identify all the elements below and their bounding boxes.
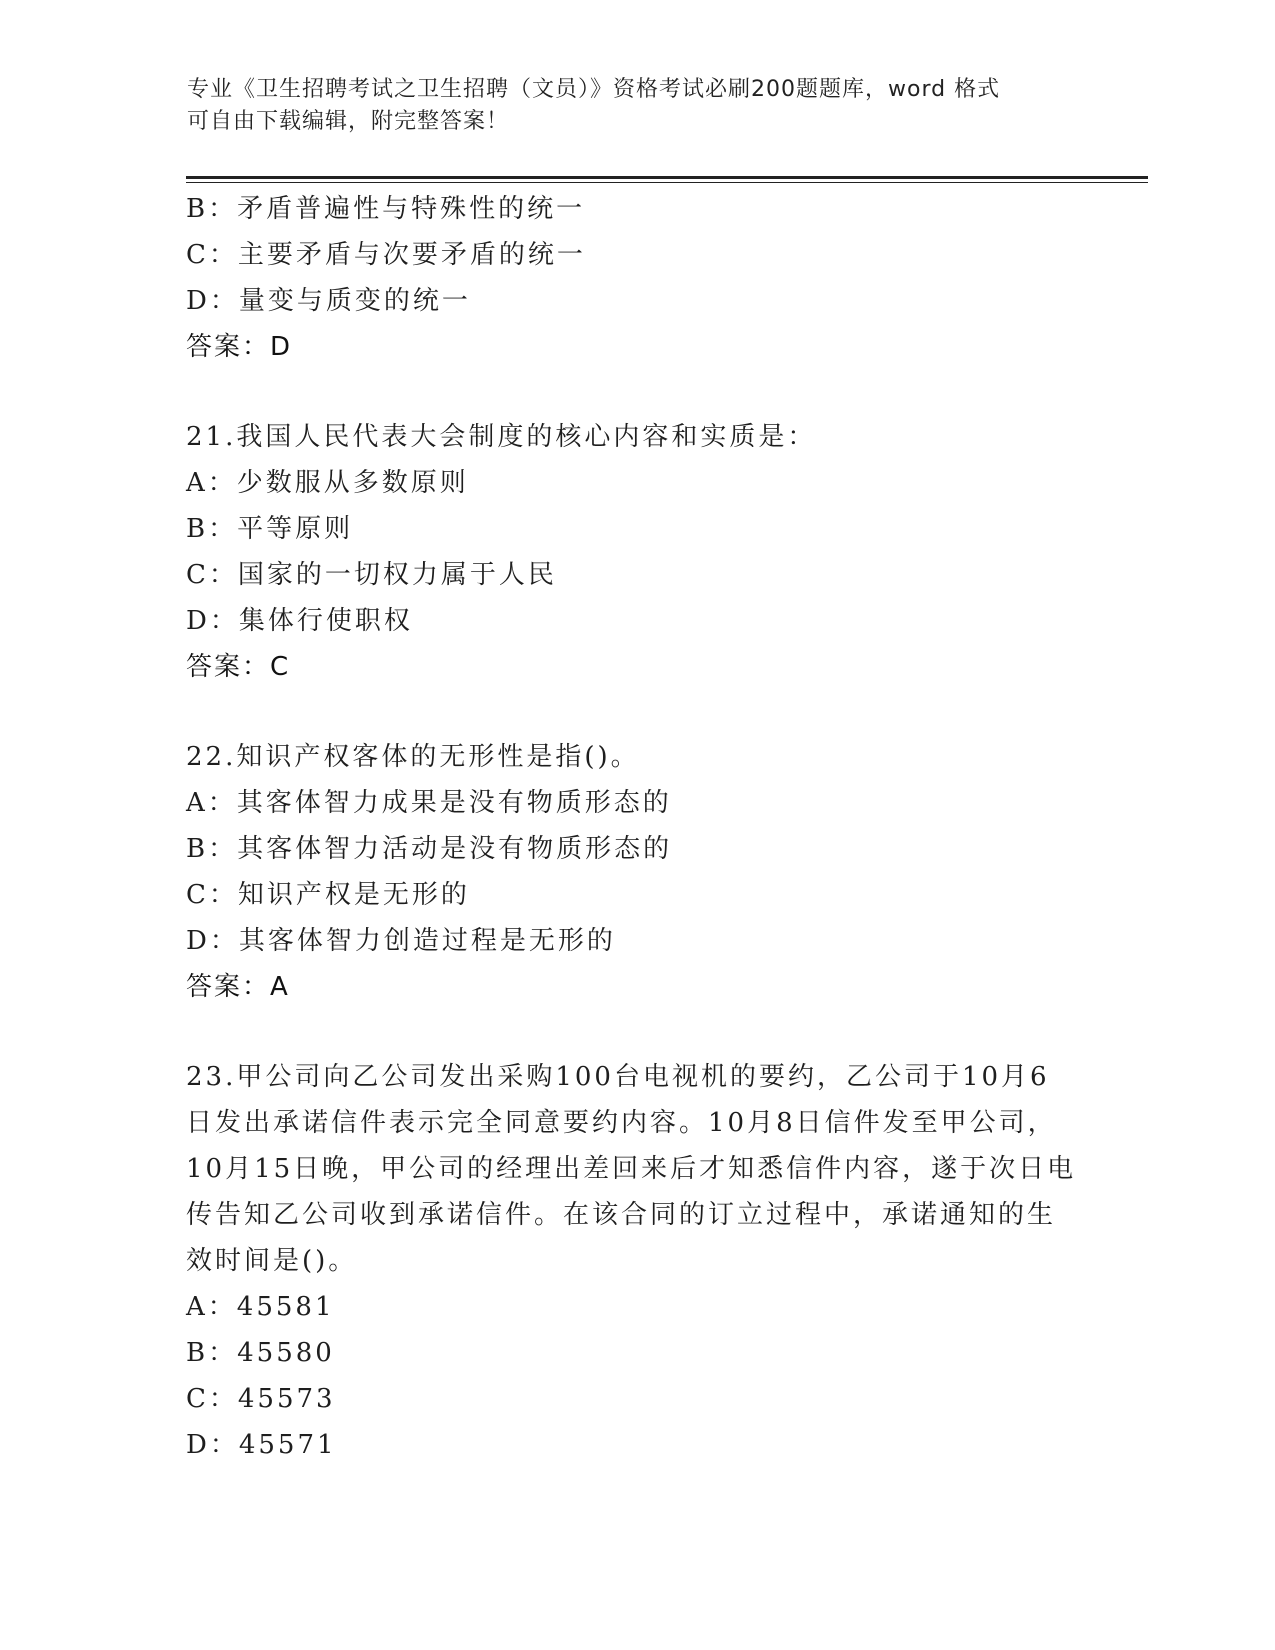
answer-line: 答案：A	[186, 972, 290, 1002]
spacer	[186, 370, 1086, 414]
stem-line: 日发出承诺信件表示完全同意要约内容。10月8日信件发至甲公司，	[186, 1108, 1057, 1138]
option-c: C：主要矛盾与次要矛盾的统一	[186, 240, 586, 270]
question-21	[186, 414, 1086, 690]
header-rule-thin	[186, 182, 1148, 183]
stem-line: 传告知乙公司收到承诺信件。在该合同的订立过程中，承诺通知的生	[186, 1200, 1057, 1230]
spacer	[186, 690, 1086, 734]
option-c: C：知识产权是无形的	[186, 880, 470, 910]
option-c: C：45573	[186, 1384, 336, 1414]
header-line-2: 可自由下载编辑，附完整答案！	[187, 109, 510, 134]
answer-line: 答案：C	[186, 652, 291, 682]
header-rule-thick	[186, 176, 1148, 179]
question-20-tail	[186, 186, 1086, 370]
question-22	[186, 734, 1086, 1010]
stem-line: 23.甲公司向乙公司发出采购100台电视机的要约，乙公司于10月6	[186, 1062, 1050, 1092]
question-23	[186, 1054, 1086, 1468]
question-stem	[186, 1054, 1086, 1284]
option-a: A：其客体智力成果是没有物质形态的	[186, 788, 672, 818]
question-stem: 21.我国人民代表大会制度的核心内容和实质是：	[186, 422, 817, 452]
option-d: D：量变与质变的统一	[186, 286, 471, 316]
option-d: D：其客体智力创造过程是无形的	[186, 926, 616, 956]
stem-line: 10月15日晚，甲公司的经理出差回来后才知悉信件内容，遂于次日电	[186, 1154, 1077, 1184]
option-c: C：国家的一切权力属于人民	[186, 560, 557, 590]
spacer	[186, 1010, 1086, 1054]
option-b: B：矛盾普遍性与特殊性的统一	[186, 194, 586, 224]
option-b: B：其客体智力活动是没有物质形态的	[186, 834, 673, 864]
option-b: B：平等原则	[186, 514, 354, 544]
option-a: A：45581	[186, 1292, 335, 1322]
page-header	[187, 74, 1067, 138]
option-d: D：45571	[186, 1430, 337, 1460]
question-stem: 22.知识产权客体的无形性是指()。	[186, 742, 640, 772]
stem-line: 效时间是()。	[186, 1246, 358, 1276]
option-b: B：45580	[186, 1338, 335, 1368]
option-d: D：集体行使职权	[186, 606, 413, 636]
option-a: A：少数服从多数原则	[186, 468, 469, 498]
question-content	[186, 186, 1086, 1468]
answer-line: 答案：D	[186, 332, 293, 362]
header-line-1: 专业《卫生招聘考试之卫生招聘（文员）》资格考试必刷200题题库，word 格式	[187, 77, 1001, 102]
